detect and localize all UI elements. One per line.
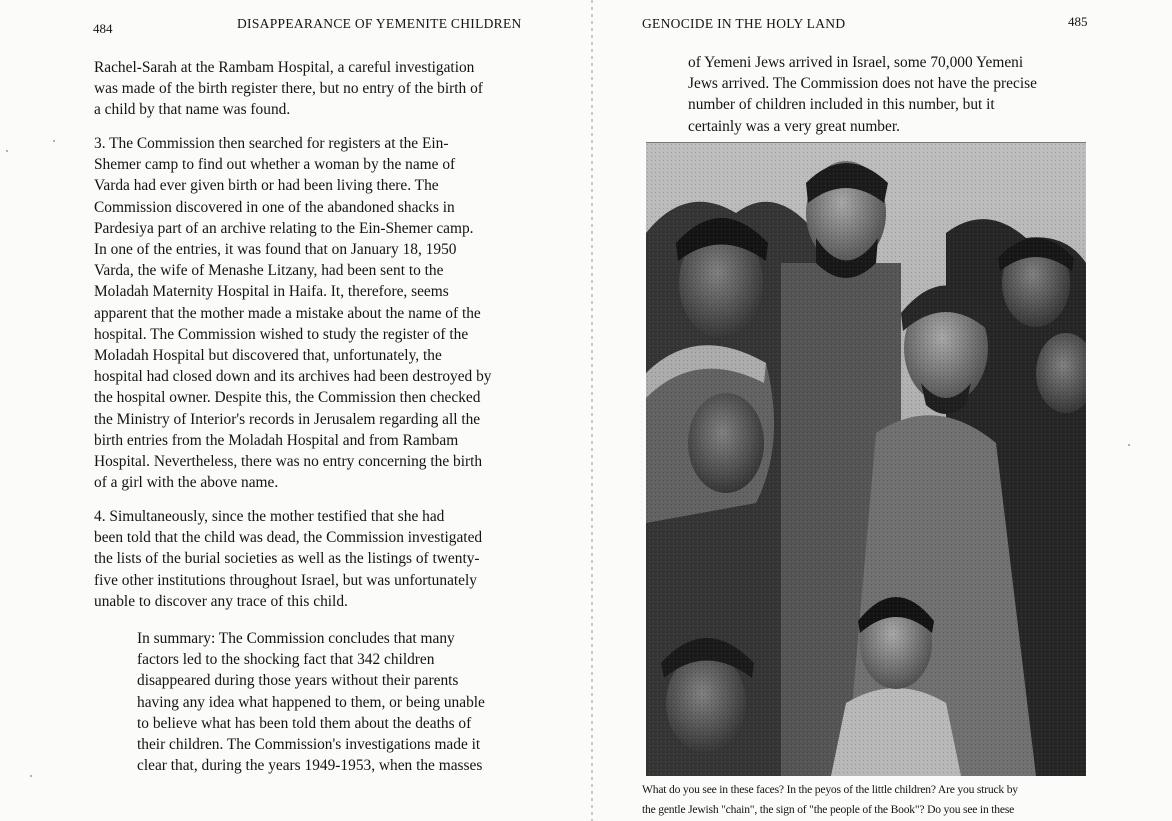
photo-caption <box>642 780 1092 820</box>
right-page-number: 485 <box>1068 14 1088 29</box>
paragraph-3: 3. The Commission then searched for registers at the Ein- Shemer camp to find out whether a woman by the name of Varda had ever given birth or had been living there. The Commission discovered in one of the abandoned shacks in Pardesiya part of an archive relating to the Ein-Shemer camp. In one of the entries, it was found that on January 18, 1950 Varda, the wife of Menashe Litzany, had been sent to the Moladah Maternity Hospital in Haifa. It, therefore, seems apparent that the mother made a mistake about the name of the hospital. The Commission wished to study the register of the Moladah Hospital but discovered that, unfortunately, the hospital had closed down and its archives had been destroyed by the hospital owner. Despite this, the Commission then checked the Ministry of Interior's records in Jerusalem regarding all the birth entries from the Moladah Hospital and from Rambam Hospital. Nevertheless, there was no entry concerning the birth of a girl with the above name. <box>94 135 492 492</box>
yemenite-immigrants-photo <box>646 142 1086 776</box>
summary-paragraph: In summary: The Commission concludes that many factors led to the shocking fact that 342 children disappeared during those years without their parents having any idea what happened to them, or being unable to believe what has been told them about the deaths of their children. The Commission's investigations made it clear that, during the years 1949-1953, when the masses <box>137 630 485 775</box>
left-page-number: 484 <box>93 21 113 36</box>
paragraph-4: 4. Simultaneously, since the mother testified that she had been told that the child was dead, the Commission investigated the lists of the burial societies as well as the listings of twenty- five other institutions throughout Israel, but was unfortunately unable to discover any trace of this child. <box>94 508 483 610</box>
scan-speck <box>30 775 32 777</box>
right-page <box>594 0 1172 821</box>
right-running-head: GENOCIDE IN THE HOLY LAND <box>642 16 846 31</box>
scan-speck <box>6 150 8 152</box>
paragraph-continuation: Rachel-Sarah at the Rambam Hospital, a careful investigation was made of the birth register there, but no entry of the birth of a child by that name was found. <box>94 59 483 119</box>
left-running-head: DISAPPEARANCE OF YEMENITE CHILDREN <box>237 16 522 31</box>
right-paragraph: of Yemeni Jews arrived in Israel, some 70,000 Yemeni Jews arrived. The Commission does not have the precise number of children included in this number, but it certainly was a very great number. <box>688 54 1037 135</box>
crowd-photograph <box>646 143 1086 776</box>
caption-line: What do you see in these faces? In the peyos of the little children? Are you struck by <box>642 783 1018 796</box>
page-gutter <box>591 0 593 821</box>
scan-speck <box>53 140 55 142</box>
caption-line: the gentle Jewish "chain", the sign of "the people of the Book"? Do you see in these <box>642 803 1015 816</box>
scan-speck <box>1128 444 1130 446</box>
